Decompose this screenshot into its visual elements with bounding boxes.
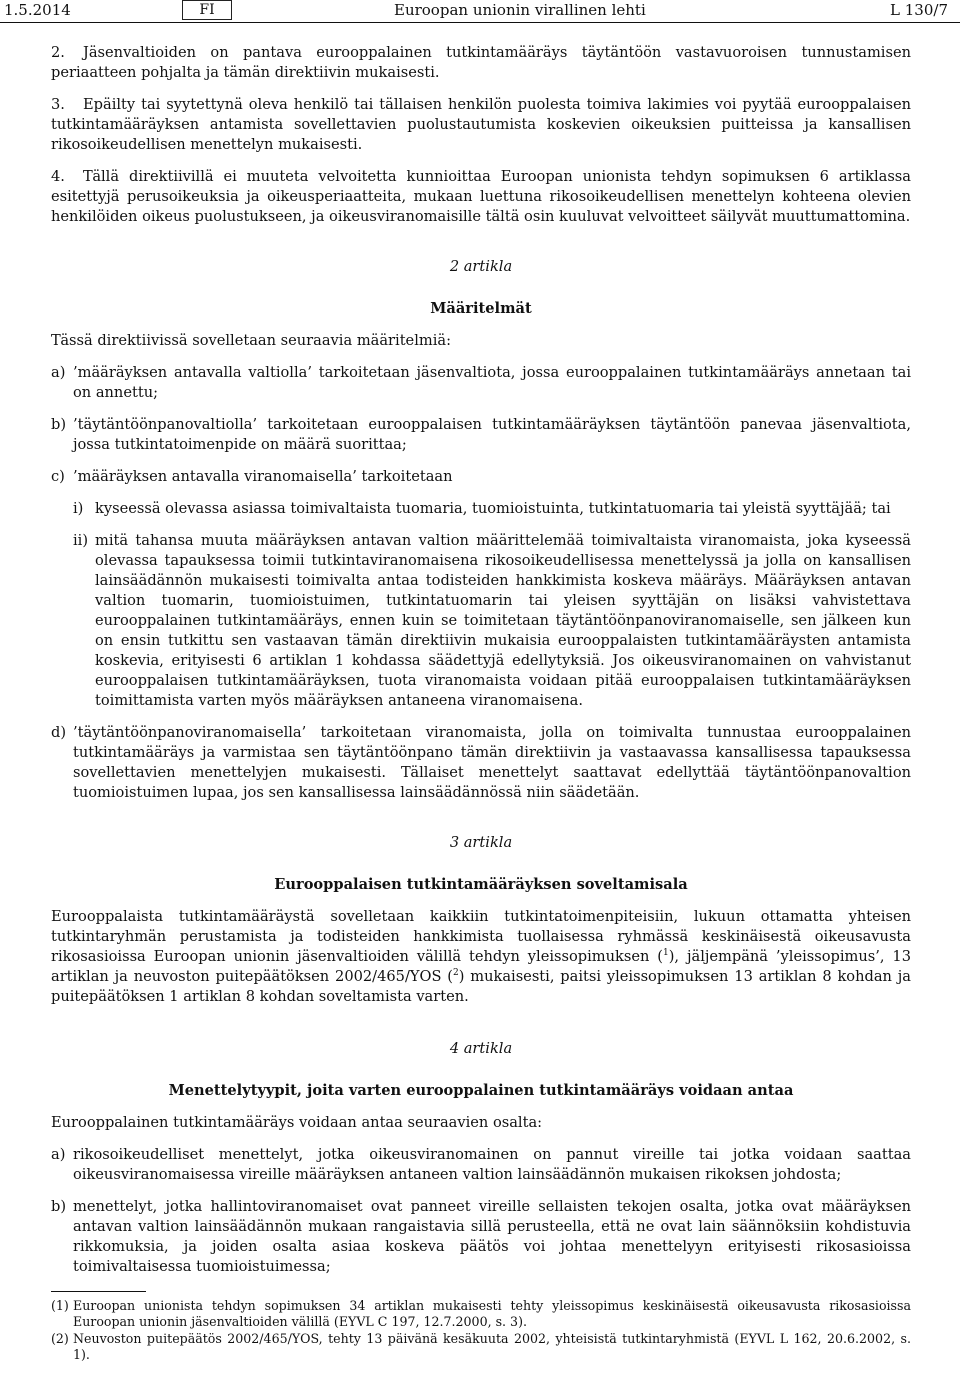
article-3-title: Eurooppalaisen tutkintamääräyksen soveltamisala — [274, 876, 688, 893]
article-2-intro: Tässä direktiivissä sovelletaan seuraavia määritelmiä: — [51, 332, 451, 349]
definition-c-i: i) kyseessä olevassa asiassa toimivaltaista tuomaria, tuomioistuinta, tutkintatuomaria tai yleistä syyttäjää; tai — [73, 500, 891, 517]
definition-c-ii: ii) mitä tahansa muuta määräyksen antavan valtion määrittelemää toimivaltaista viranomaista, joka kyseessä olevassa tapauksessa toimii tutkintaviranomaisena rikosoikeudellisessa menettelyssä ja jolla on kansallisen lainsäädännön mukaisesti toimivalta antaa todisteiden hankkimista koskeva määräys. Määräyksen antavan valtion tuomarin, tuomioistuimen, tutkintatuomarin tai yleisen syyttäjän on lisäksi vahvistettava eurooppalainen tutkintamääräys, ennen kuin se toimitetaan täytäntöönpanoviranomaiselle, sen jälkeen kun on ensin tutkittu sen vastaavan tämän direktiivin mukaisia eurooppalaisten tutkintamääräysten antamista koskevia, erityisesti 6 artiklan 1 kohdassa säädettyjä edellytyksiä. Jos oikeusviranomainen on vahvistanut eurooppalaisen tutkintamääräyksen, tuota viranomaista voidaan pitää eurooppalaisen tutkintamääräyksen toimittamista varten myös määräyksen antaneena viranomaisena. — [73, 532, 911, 709]
definition-c: c) ’määräyksen antavalla viranomaisella’ tarkoitetaan — [51, 468, 453, 485]
article-4-number: 4 artikla — [449, 1040, 513, 1057]
definition-a: a) ’määräyksen antavalla valtiolla’ tarkoitetaan jäsenvaltiota, jossa eurooppalainen tutkintamääräys annetaan tai on annettu; — [51, 364, 911, 401]
article-2-title: Määritelmät — [430, 300, 532, 317]
footnote-2: (2) Neuvoston puitepäätös 2002/465/YOS, tehty 13 päivänä kesäkuuta 2002, yhteisistä tutkintaryhmistä (EYVL L 162, 20.6.2002, s. 1). — [51, 1331, 911, 1362]
article-4-item-b: b) menettelyt, jotka hallintoviranomaiset ovat panneet vireille sellaisten tekojen osalta, jotka ovat määräyksen antavan valtion lainsäädännön mukaan rangaistavia sillä perusteella, että ne ovat lain säännöksiin kohdistuvia rikkomuksia, ja joiden osalta asiaa koskeva päätös voi johtaa menettelyyn erityisesti rikosasioissa toimivaltaisessa tuomioistuimessa; — [51, 1198, 911, 1275]
footnote-rule — [51, 1291, 146, 1292]
definition-d: d) ’täytäntöönpanoviranomaisella’ tarkoitetaan viranomaista, jolla on toimivalta tunnustaa eurooppalainen tutkintamääräys ja varmistaa sen täytäntöönpano tämän direktiivin ja vastaavassa kansallisessa tapauksessa sovellettavien menettelyjen mukaisesti. Tällaiset menettelyt saattavat edellyttää täytäntöönpanovaltion tuomioistuimen lupaa, jos sen kansallisessa lainsäädännössä niin säädetään. — [51, 724, 911, 801]
language-badge: FI — [182, 0, 232, 20]
article-4-item-a: a) rikosoikeudelliset menettelyt, jotka oikeusviranomainen on pannut vireille tai jotka voidaan saattaa oikeusviranomaisessa vireille määräyksen antaneen valtion lainsäädännön mukaisen rikoksen johdosta; — [51, 1146, 911, 1183]
paragraph-4: 4. Tällä direktiivillä ei muuteta velvoitetta kunnioittaa Euroopan unionista tehdyn sopimuksen 6 artiklassa esitettyjä perusoikeuksia ja oikeusperiaatteita, mukaan luettuna rikosoikeudellisen menettelyn kohteena olevien henkilöiden oikeus puolustukseen, ja oikeusviranomaisille tältä osin kuuluvat velvoitteet säilyvät muuttumattomina. — [51, 168, 911, 225]
paragraph-2: 2. Jäsenvaltioiden on pantava eurooppalainen tutkintamääräys täytäntöön vastavuoroisen tunnustamisen periaatteen pohjalta ja tämän direktiivin mukaisesti. — [51, 44, 911, 81]
footnote-1: (1) Euroopan unionista tehdyn sopimuksen 34 artiklan mukaisesti tehty yleissopimus keskinäisestä oikeusavusta rikosasioissa Euroopan unionin jäsenvaltioiden välillä (EYVL C 197, 12.7.2000, s. 3). — [51, 1298, 911, 1329]
footnote-ref-1: 1 — [663, 948, 669, 959]
page-header — [4, 0, 948, 24]
article-4-title: Menettelytyypit, joita varten eurooppalainen tutkintamääräys voidaan antaa — [168, 1082, 794, 1099]
article-2-number: 2 artikla — [449, 258, 513, 275]
footnote-ref-2: 2 — [452, 968, 459, 979]
definition-b: b) ’täytäntöönpanovaltiolla’ tarkoitetaan eurooppalaisen tutkintamääräyksen täytäntöön panevaa jäsenvaltiota, jossa tutkintatoimenpide on määrä suorittaa; — [51, 416, 911, 453]
article-4-intro: Eurooppalainen tutkintamääräys voidaan antaa seuraavien osalta: — [51, 1114, 543, 1131]
article-3-number: 3 artikla — [449, 834, 513, 851]
journal-title: Euroopan unionin virallinen lehti — [394, 1, 646, 19]
article-3-text: Eurooppalaista tutkintamääräystä sovelletaan kaikkiin tutkintatoimenpiteisiin, lukuun ottamatta yhteisen tutkintaryhmän perustamista ja todisteiden hankkimista tuollaisessa ryhmässä keskinäisestä oikeusavusta rikosasioissa Euroopan unionin jäsenvaltioiden välillä tehdyn yleissopimuksen ($^1$), jäljempänä ’yleissopimus’, 13 artiklan ja neuvoston puitepäätöksen 2002/465/YOS ($^2$) mukaisesti, paitsi yleissopimuksen 13 artiklan 8 kohdan ja puitepäätöksen 1 artiklan 8 kohdan soveltamista varten. — [51, 908, 911, 1005]
document-body — [51, 43, 911, 1364]
page-number: L 130/7 — [890, 1, 948, 19]
paragraph-3: 3. Epäilty tai syytettynä oleva henkilö tai tällaisen henkilön puolesta toimiva lakimies voi pyytää eurooppalaisen tutkintamääräyksen antamista sovellettavien puolustautumista koskevien oikeuksien puitteissa ja kansallisen rikosoikeudellisen menettelyn mukaisesti. — [51, 96, 911, 153]
header-date: 1.5.2014 — [4, 1, 71, 19]
header-rule — [0, 22, 960, 23]
